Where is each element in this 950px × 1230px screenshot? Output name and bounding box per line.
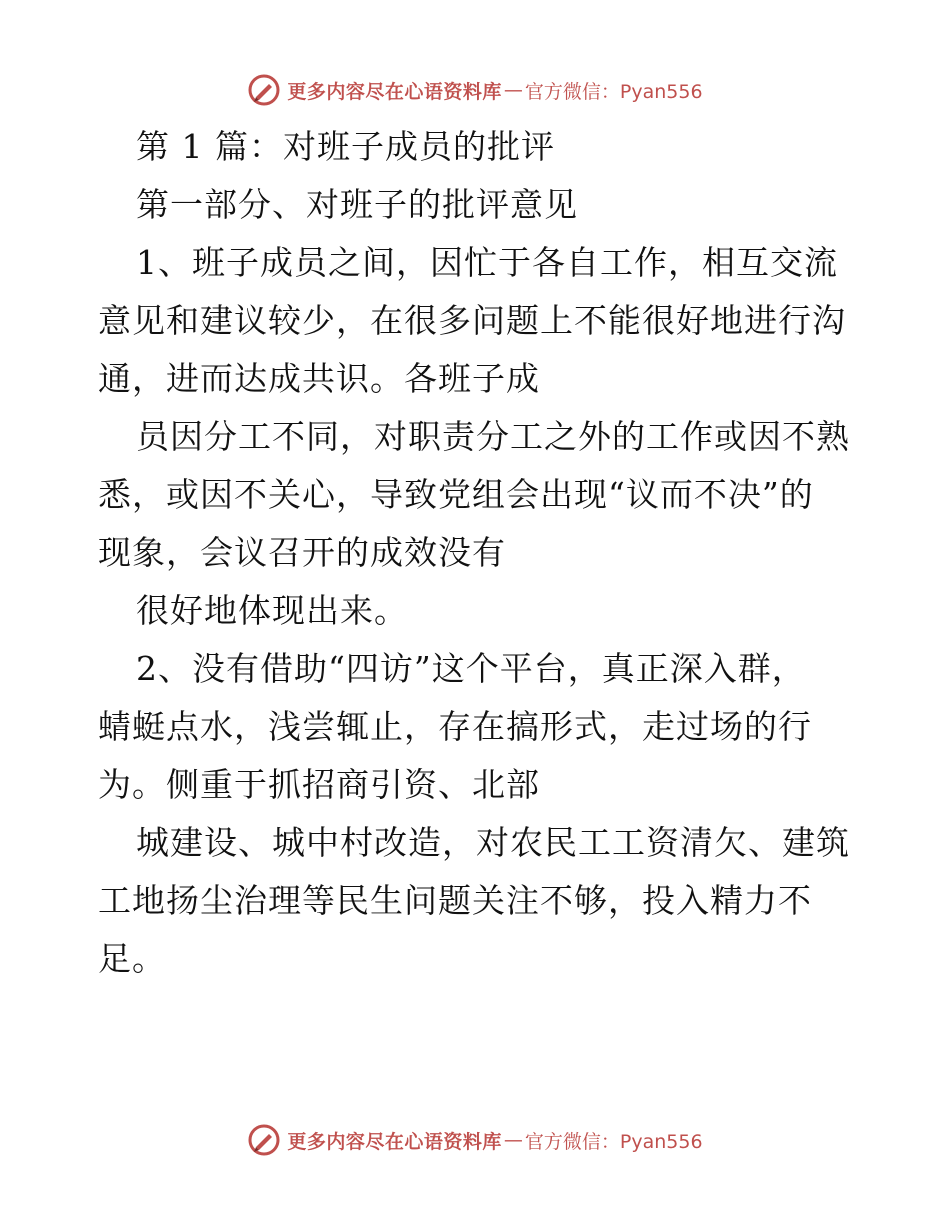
document-body bbox=[98, 118, 858, 988]
header-dash: — bbox=[503, 79, 523, 101]
paragraph-line: 蜻蜓点水，浅尝辄止，存在搞形式，走过场的行 bbox=[98, 707, 812, 746]
paragraph-line: 2、没有借助“四访”这个平台，真正深入群， bbox=[136, 649, 806, 688]
footer-brand-text: 更多内容尽在心语资料库 bbox=[287, 1130, 502, 1153]
header-contact-text: 官方微信：Pyan556 bbox=[524, 80, 703, 103]
document-title: 第 1 篇：对班子成员的批评 bbox=[136, 127, 555, 166]
paragraph-line: 工地扬尘治理等民生问题关注不够，投入精力不 bbox=[98, 881, 812, 920]
footer-dash: — bbox=[503, 1129, 523, 1151]
paragraph-line: 员因分工不同，对职责分工之外的工作或因不熟 bbox=[136, 417, 850, 456]
paragraph-line: 意见和建议较少，在很多问题上不能很好地进行沟 bbox=[98, 301, 846, 340]
header-brand-text: 更多内容尽在心语资料库 bbox=[287, 80, 502, 103]
pen-logo-icon bbox=[247, 1123, 281, 1157]
paragraph-line: 通，进而达成共识。各班子成 bbox=[98, 359, 540, 398]
footer-banner bbox=[0, 1120, 950, 1160]
paragraph-line: 城建设、城中村改造，对农民工工资清欠、建筑 bbox=[136, 823, 850, 862]
paragraph-line: 悉，或因不关心，导致党组会出现“议而不决”的 bbox=[98, 475, 814, 514]
header-banner bbox=[0, 70, 950, 110]
footer-contact-text: 官方微信：Pyan556 bbox=[524, 1130, 703, 1153]
section-heading: 第一部分、对班子的批评意见 bbox=[136, 185, 578, 224]
paragraph-line: 很好地体现出来。 bbox=[136, 591, 408, 630]
paragraph-line: 现象，会议召开的成效没有 bbox=[98, 533, 506, 572]
paragraph-line: 1、班子成员之间，因忙于各自工作，相互交流 bbox=[136, 243, 838, 282]
paragraph-line: 为。侧重于抓招商引资、北部 bbox=[98, 765, 540, 804]
pen-logo-icon bbox=[247, 73, 281, 107]
paragraph-line: 足。 bbox=[98, 939, 166, 978]
